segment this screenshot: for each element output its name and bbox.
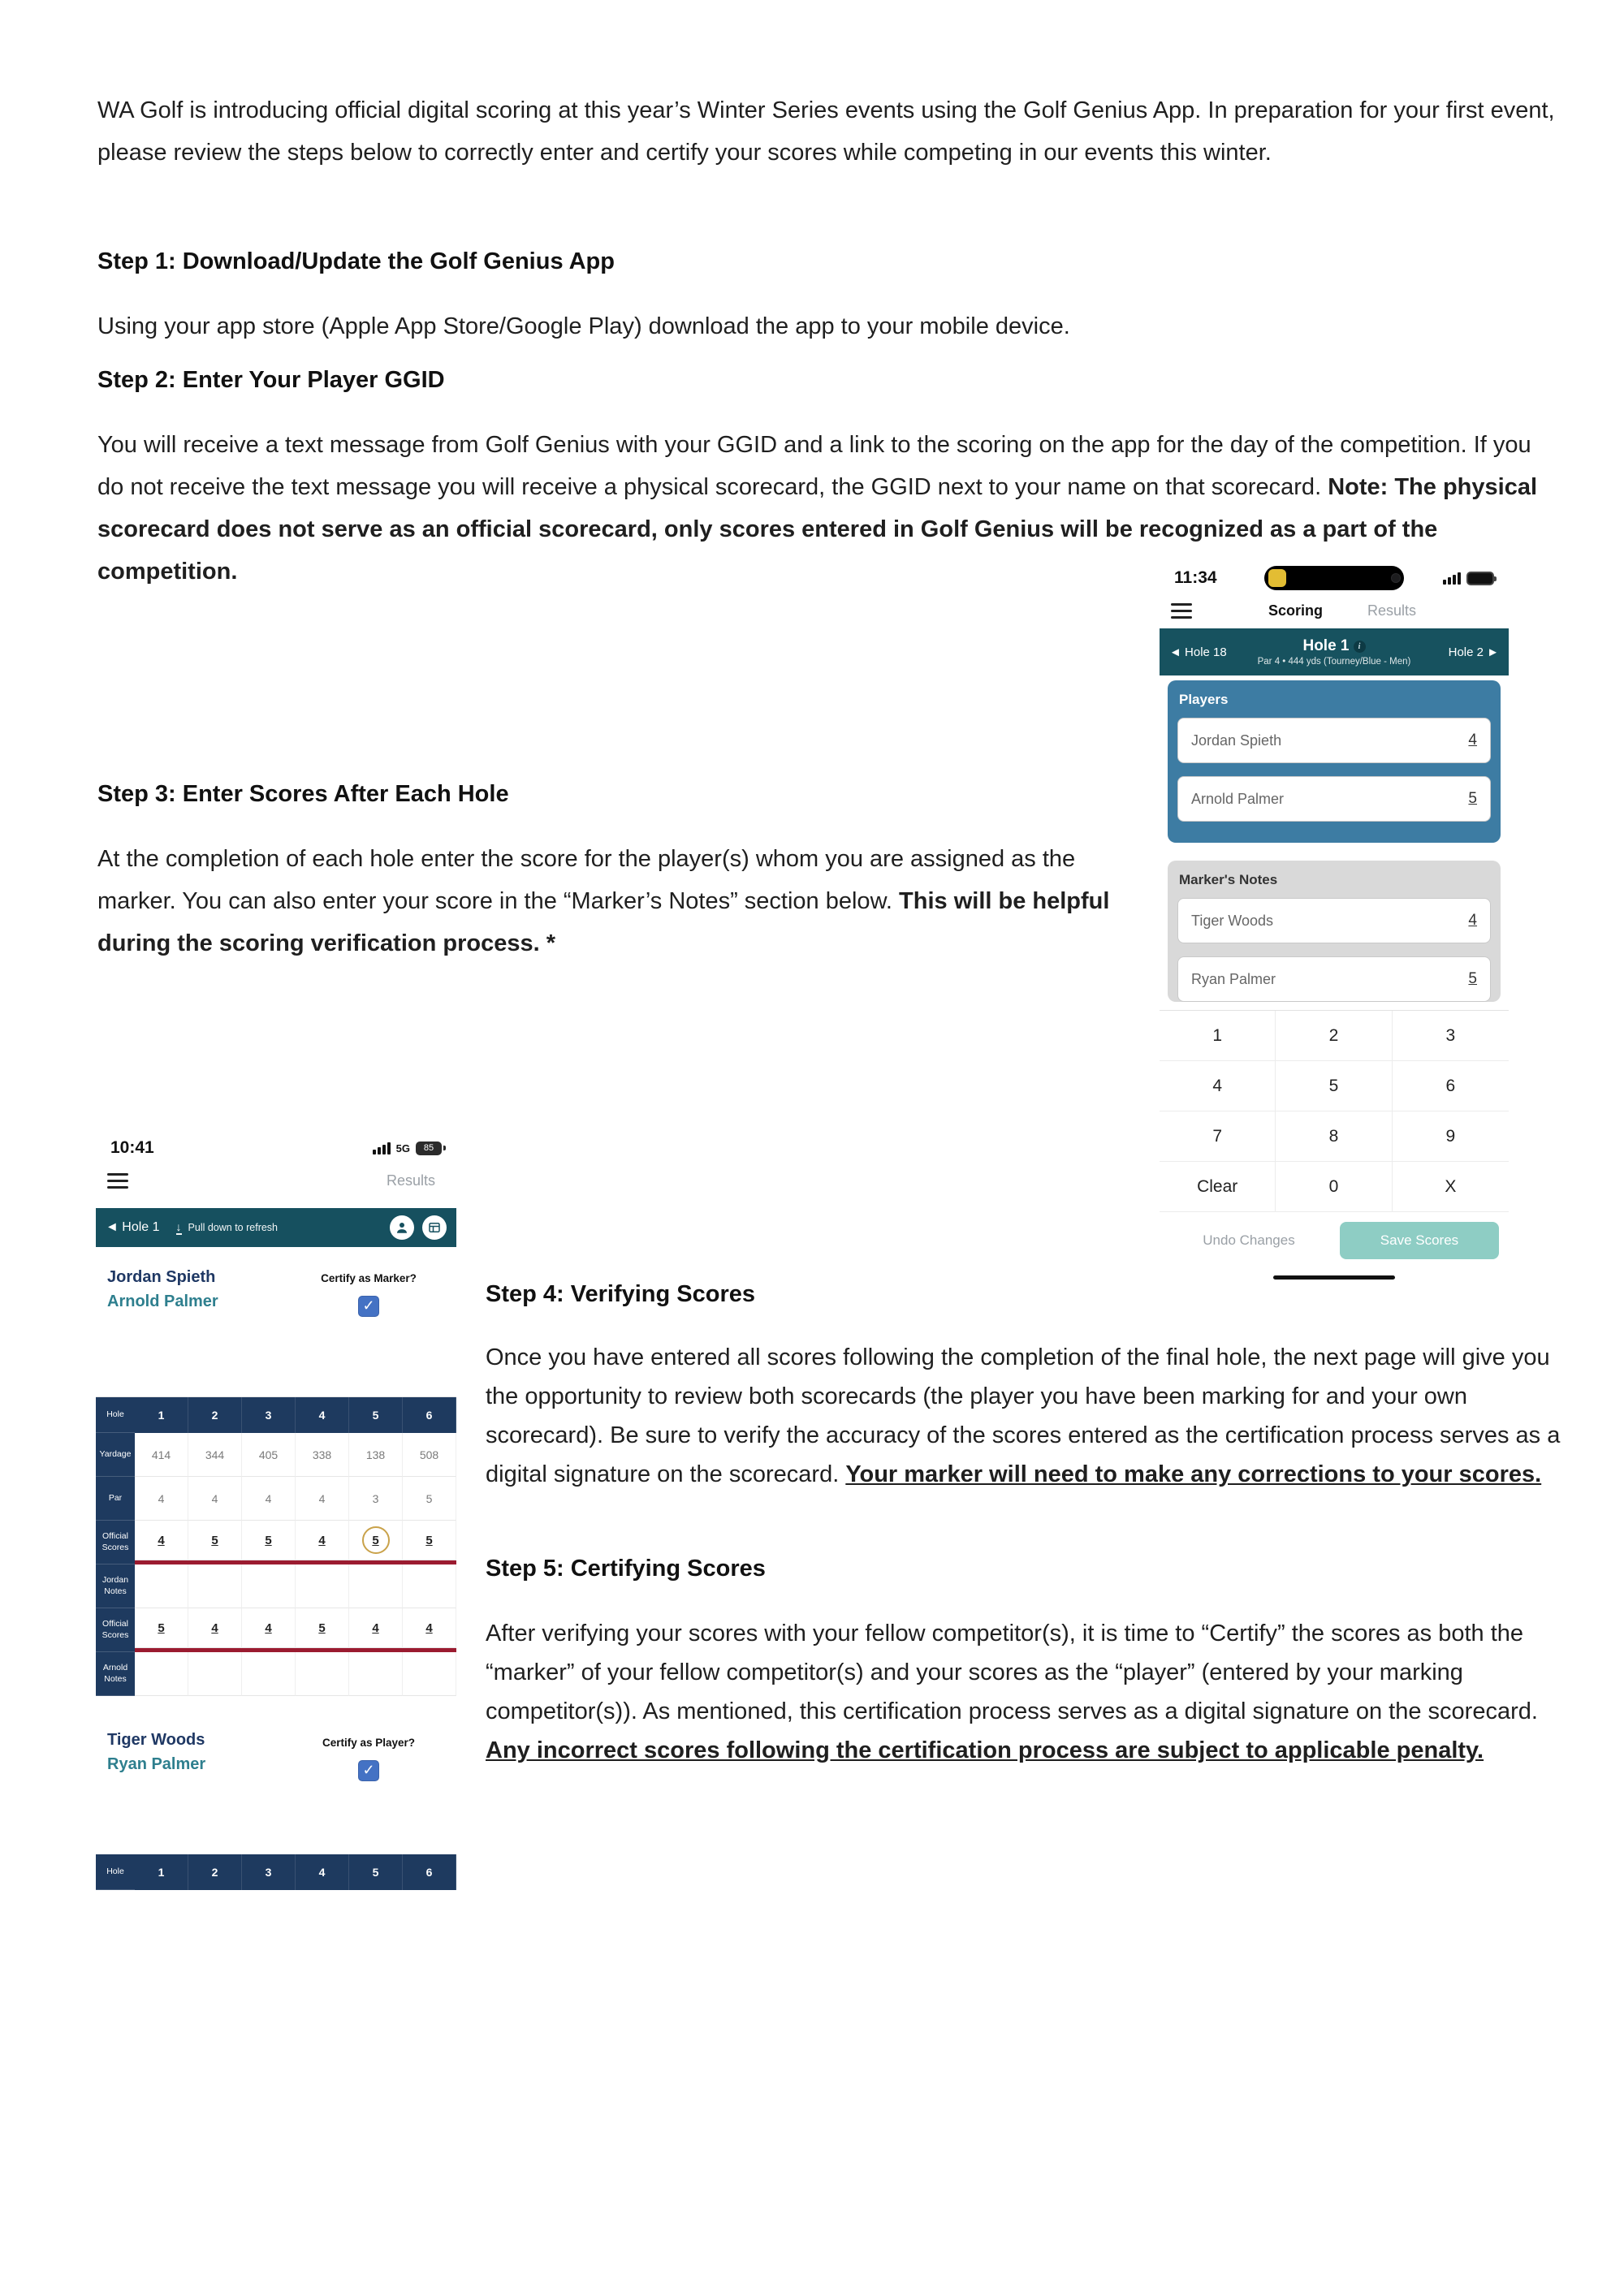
signal-icon: [1443, 572, 1461, 585]
camera-dot-icon: [1392, 574, 1400, 582]
scorecard-par-row: Par 4 4 4 4 3 5: [96, 1477, 456, 1521]
marker-note-row[interactable]: [1177, 956, 1491, 1002]
menu-icon[interactable]: [1171, 599, 1192, 623]
step3-heading: Step 3: Enter Scores After Each Hole: [97, 781, 509, 807]
phone-screenshot-results: [96, 1133, 456, 1923]
marker-score-field[interactable]: 4: [1468, 912, 1477, 929]
key-4[interactable]: 4: [1160, 1061, 1276, 1111]
players-panel-label: Players: [1179, 692, 1229, 707]
app-nav-bar: [1160, 593, 1509, 628]
next-hole-button[interactable]: Hole 2 ►: [1448, 645, 1499, 659]
phone-screenshot-scoring: [1160, 563, 1509, 1302]
certify-player-checkbox[interactable]: [358, 1760, 379, 1781]
tab-results[interactable]: Results: [387, 1172, 436, 1189]
key-5[interactable]: 5: [1276, 1061, 1392, 1111]
marker-player-name: Tiger Woods: [1191, 912, 1274, 929]
key-6[interactable]: 6: [1393, 1061, 1509, 1111]
player-name-primary: Tiger Woods: [107, 1731, 205, 1749]
player-name-secondary: Ryan Palmer: [107, 1755, 206, 1773]
step3-bold: This will be helpful during the scoring verification process. *: [97, 888, 1110, 956]
scorecard-hole-row: Hole 1 2 3 4 5 6: [96, 1397, 456, 1433]
key-3[interactable]: 3: [1393, 1011, 1509, 1061]
step3-text: At the completion of each hole enter the score for the player(s) whom you are assigned as the marker. You can also enter your score in the “Marker’s Notes” section below.: [97, 846, 1076, 914]
dynamic-island: [1264, 566, 1404, 590]
certify-as-marker-block: [320, 1271, 417, 1317]
player-name: Arnold Palmer: [1191, 790, 1285, 807]
scorecard-official-scores-row-2: Official Scores 5 4 4 5 4 4: [96, 1608, 456, 1652]
step1-heading: Step 1: Download/Update the Golf Genius App: [97, 248, 615, 274]
marker-note-row[interactable]: [1177, 898, 1491, 943]
marker-score-field[interactable]: 5: [1468, 970, 1477, 987]
intro-paragraph: WA Golf is introducing official digital scoring at this year’s Winter Series events using the Golf Genius App. In preparation for your first event, please review the steps below to correctly enter and certify your scores while competing in our events this winter.: [97, 97, 1555, 166]
tab-results[interactable]: Results: [1367, 602, 1417, 619]
status-bar: [1160, 563, 1509, 593]
status-bar: [96, 1133, 456, 1163]
network-label: 5G: [395, 1142, 410, 1154]
scorecard-table: [96, 1396, 456, 1696]
key-clear[interactable]: Clear: [1160, 1162, 1276, 1212]
battery-icon: 85: [416, 1142, 442, 1155]
player-score-field[interactable]: 4: [1468, 732, 1477, 749]
pull-refresh-hint: ↓ Pull down to refresh: [175, 1219, 279, 1233]
step4-heading: Step 4: Verifying Scores: [486, 1281, 756, 1307]
players-panel: [1168, 680, 1501, 843]
step5-heading: Step 5: Certifying Scores: [486, 1556, 766, 1582]
circled-score: 5: [362, 1526, 390, 1554]
status-time: 10:41: [110, 1138, 154, 1157]
step4-text: Once you have entered all scores following the completion of the final hole, the next page will give you the opportunity to review both scorecards (the player you have been marking for and your own scorecard). Be sure to verify the accuracy of the scores entered as the certification process serves as a digital signature on the scorecard.: [486, 1344, 1561, 1487]
home-indicator: [1273, 1275, 1395, 1280]
step2-note-bold: Note: The physical scorecard does not serve as an official scorecard, only scores entered in Golf Genius will be recognized as a part of the competition.: [97, 474, 1538, 585]
score-actions: [1160, 1222, 1509, 1259]
marker-player-name: Ryan Palmer: [1191, 970, 1276, 987]
checkmark-icon: ✓: [362, 1297, 375, 1314]
pull-refresh-icon: ↓: [175, 1219, 182, 1233]
hole-nav-button[interactable]: ◄ Hole 1: [106, 1220, 160, 1234]
step2-text: You will receive a text message from Golf Genius with your GGID and a link to the scoring on the app for the day of the competition. If you do not receive the text message you will receive a physical scorecard, the GGID next to your name on that scorecard.: [97, 432, 1531, 500]
player-name-secondary: Arnold Palmer: [107, 1293, 218, 1310]
profile-icon[interactable]: [390, 1215, 414, 1240]
save-scores-button[interactable]: Save Scores: [1340, 1222, 1499, 1259]
step3-paragraph: [97, 838, 1153, 965]
step5-text: After verifying your scores with your fellow competitor(s), it is time to “Certify” the scores as both the “marker” of your fellow competitor(s) and your scores as the “player” (entered by your marking competitor(s)). As mentioned, this certification process serves as a digital signature on the scorecard.: [486, 1621, 1538, 1724]
hole-header-bar: [1160, 628, 1509, 675]
menu-icon[interactable]: [107, 1169, 128, 1193]
tab-scoring[interactable]: Scoring: [1268, 602, 1324, 619]
certify-marker-label: Certify as Marker?: [321, 1272, 417, 1284]
status-time: 11:34: [1174, 568, 1217, 587]
markers-notes-panel: [1168, 861, 1501, 1002]
step4-paragraph: [486, 1338, 1566, 1494]
step5-bold-underline: Any incorrect scores following the certification process are subject to applicable penalty.: [486, 1737, 1484, 1763]
key-9[interactable]: 9: [1393, 1111, 1509, 1162]
scorecard-jordan-notes-row: Jordan Notes: [96, 1564, 456, 1608]
prev-hole-button[interactable]: ◄ Hole 18: [1169, 645, 1227, 659]
step2-heading: Step 2: Enter Your Player GGID: [97, 367, 445, 393]
step5-paragraph: [486, 1614, 1566, 1770]
group1-header: [96, 1247, 456, 1314]
player-name-primary: Jordan Spieth: [107, 1268, 216, 1286]
player-score-row[interactable]: [1177, 718, 1491, 763]
battery-icon: [1466, 572, 1494, 585]
scorecard-icon[interactable]: [422, 1215, 447, 1240]
app-nav-bar: [96, 1163, 456, 1198]
key-2[interactable]: 2: [1276, 1011, 1392, 1061]
undo-changes-button[interactable]: Undo Changes: [1203, 1232, 1295, 1248]
live-activity-icon: [1268, 569, 1286, 587]
player-name: Jordan Spieth: [1191, 732, 1282, 749]
group2-header: [96, 1731, 456, 1779]
results-header-bar: [96, 1208, 456, 1247]
scorecard-official-scores-row-1: Official Scores 4 5 5 4 5 5: [96, 1521, 456, 1564]
score-keypad: [1160, 1010, 1509, 1212]
player-score-field[interactable]: 5: [1468, 790, 1477, 807]
step4-bold-underline: Your marker will need to make any corrections to your scores.: [845, 1461, 1542, 1487]
scorecard-arnold-notes-row: Arnold Notes: [96, 1652, 456, 1696]
scorecard-yardage-row: Yardage 414 344 405 338 138 508: [96, 1433, 456, 1477]
markers-panel-label: Marker's Notes: [1179, 872, 1278, 887]
certify-as-player-block: [320, 1736, 417, 1781]
hole-subtitle: Par 4 • 444 yds (Tourney/Blue - Men): [1257, 657, 1411, 667]
key-x[interactable]: X: [1393, 1162, 1509, 1212]
step1-paragraph: Using your app store (Apple App Store/Google Play) download the app to your mobile device.: [97, 313, 1070, 339]
scorecard-hole-row-2: Hole 1 2 3 4 5 6: [96, 1854, 456, 1890]
player-score-row[interactable]: [1177, 776, 1491, 822]
key-1[interactable]: 1: [1160, 1011, 1276, 1061]
checkmark-icon: ✓: [362, 1762, 375, 1779]
signal-icon: [373, 1142, 391, 1154]
info-icon[interactable]: i: [1354, 641, 1366, 653]
key-0[interactable]: 0: [1276, 1162, 1392, 1212]
hole-title: Hole 1 i: [1242, 637, 1426, 655]
key-7[interactable]: 7: [1160, 1111, 1276, 1162]
certify-marker-checkbox[interactable]: [358, 1296, 379, 1317]
certify-player-label: Certify as Player?: [322, 1737, 416, 1749]
key-8[interactable]: 8: [1276, 1111, 1392, 1162]
